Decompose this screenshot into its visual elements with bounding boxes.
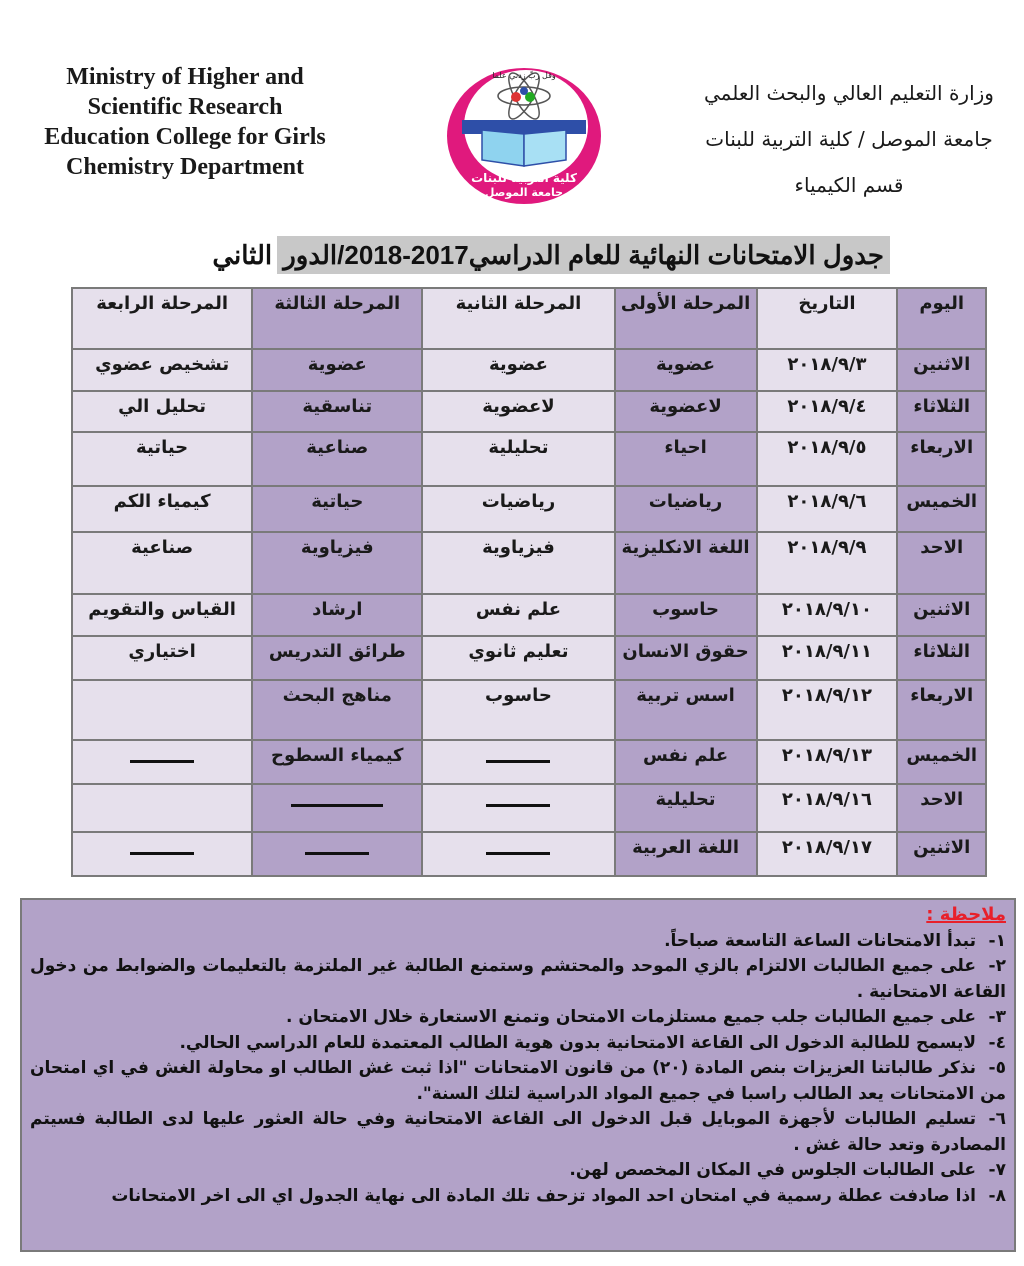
page-title — [160, 236, 890, 278]
note-number: ٣- — [988, 1007, 1006, 1027]
cell-text: عضوية — [488, 354, 548, 375]
cell-text: طرائق التدريس — [268, 641, 406, 662]
cell-text: ٢٠١٨/٩/١٢ — [781, 685, 872, 706]
cell-stage-3 — [252, 432, 422, 486]
arabic-header-line: قسم الكيمياء — [794, 173, 904, 197]
cell-stage-4 — [72, 636, 252, 680]
cell-stage-4 — [72, 349, 252, 391]
cell-text: الاثنين — [913, 599, 971, 620]
logo-top-text: وقل ربِّ زدني علما — [492, 71, 556, 80]
column-header-stage-3: المرحلة الثالثة — [252, 288, 422, 349]
cell-stage-1 — [615, 486, 757, 532]
note-text: على الطالبات الجلوس في المكان المخصص لهن. — [569, 1160, 976, 1180]
cell-stage-1 — [615, 784, 757, 832]
cell-stage-4 — [72, 784, 252, 832]
empty-dash — [291, 804, 383, 807]
cell-stage-1 — [615, 740, 757, 784]
cell-stage-4 — [72, 391, 252, 432]
cell-stage-2 — [422, 349, 614, 391]
cell-stage-1 — [615, 680, 757, 740]
table-row — [72, 486, 986, 532]
cell-text: ٢٠١٨/٩/١٧ — [781, 837, 872, 858]
cell-text: كيمياء الكم — [113, 491, 211, 512]
cell-stage-1 — [615, 636, 757, 680]
cell-date — [757, 391, 898, 432]
note-number: ٦- — [988, 1109, 1006, 1129]
cell-day — [897, 594, 986, 636]
note-text: اذا صادفت عطلة رسمية في امتحان احد المواد تزحف تلك المادة الى نهاية الجدول اي الى اخر الامتحانات — [111, 1185, 976, 1206]
cell-text: صناعية — [131, 537, 194, 558]
table-row — [72, 594, 986, 636]
note-item — [30, 1005, 1006, 1031]
cell-text: الاثنين — [913, 354, 971, 375]
cell-text: عضوية — [307, 354, 367, 375]
cell-stage-2 — [422, 784, 614, 832]
table-row — [72, 349, 986, 391]
note-number: ٥- — [988, 1058, 1006, 1078]
empty-dash — [486, 852, 550, 855]
cell-stage-4 — [72, 532, 252, 594]
table-row — [72, 680, 986, 740]
cell-stage-2 — [422, 680, 614, 740]
note-text: لايسمح للطالبة الدخول الى القاعة الامتحانية بدون هوية الطالب المعتمدة للعام الدراسي الحالي. — [179, 1032, 976, 1053]
cell-stage-3 — [252, 832, 422, 876]
cell-text: ٢٠١٨/٩/١١ — [781, 641, 872, 662]
empty-dash — [305, 852, 369, 855]
cell-stage-4 — [72, 680, 252, 740]
table-row — [72, 532, 986, 594]
note-number: ١- — [988, 930, 1006, 951]
notes-box — [20, 898, 1016, 1252]
cell-stage-1 — [615, 391, 757, 432]
cell-date — [757, 532, 898, 594]
cell-text: عضوية — [656, 354, 716, 375]
cell-stage-3 — [252, 636, 422, 680]
cell-stage-2 — [422, 391, 614, 432]
note-number: ٤- — [988, 1032, 1006, 1053]
cell-text: ٢٠١٨/٩/٣ — [787, 354, 867, 375]
cell-date — [757, 636, 898, 680]
cell-text: تحليلية — [488, 437, 549, 458]
cell-stage-3 — [252, 532, 422, 594]
column-header-stage-2: المرحلة الثانية — [422, 288, 614, 349]
university-logo — [444, 64, 604, 206]
cell-text: تحليلية — [655, 789, 716, 810]
english-header-line: Chemistry Department — [66, 154, 304, 180]
note-item — [30, 929, 1006, 955]
empty-dash — [130, 760, 194, 763]
book-icon — [482, 130, 566, 166]
cell-day — [897, 349, 986, 391]
cell-stage-4 — [72, 740, 252, 784]
column-header-date: التاريخ — [757, 288, 898, 349]
cell-stage-2 — [422, 432, 614, 486]
cell-stage-3 — [252, 784, 422, 832]
note-text: نذكر طالباتنا العزيزات بنص المادة (٢٠) من قانون الامتحانات "اذا ثبت غش الطالب او محاولة الغش في اي امتحان من الامتحانات يعد الطالب راسبا في جميع المواد الدراسية لتلك السنة". — [30, 1058, 1006, 1104]
column-header-stage-1: المرحلة الأولى — [615, 288, 757, 349]
logo-college-text: كلية التربية للبنات — [471, 171, 577, 185]
cell-text: علم نفس — [642, 745, 729, 766]
english-header-line: Education College for Girls — [44, 124, 326, 150]
cell-text: ٢٠١٨/٩/٦ — [787, 491, 867, 512]
note-number: ٧- — [988, 1160, 1006, 1180]
cell-text: ٢٠١٨/٩/٥ — [787, 437, 867, 458]
cell-date — [757, 784, 898, 832]
note-item — [30, 1107, 1006, 1158]
cell-stage-4 — [72, 832, 252, 876]
note-item — [30, 1184, 1006, 1210]
cell-stage-2 — [422, 594, 614, 636]
cell-text: الثلاثاء — [913, 641, 971, 662]
note-item — [30, 1056, 1006, 1107]
note-number: ٢- — [988, 956, 1006, 976]
table-header-row — [72, 288, 986, 349]
cell-date — [757, 680, 898, 740]
arabic-header-line: جامعة الموصل / كلية التربية للبنات — [705, 127, 993, 151]
cell-text: لاعضوية — [649, 396, 722, 417]
cell-stage-3 — [252, 594, 422, 636]
cell-text: حياتية — [311, 491, 364, 512]
cell-stage-3 — [252, 486, 422, 532]
cell-stage-1 — [615, 349, 757, 391]
cell-text: كيمياء السطوح — [271, 745, 404, 766]
arabic-header — [684, 70, 1014, 208]
column-header-stage-4: المرحلة الرابعة — [72, 288, 252, 349]
cell-date — [757, 594, 898, 636]
cell-day — [897, 784, 986, 832]
cell-text: ارشاد — [312, 599, 363, 620]
cell-stage-2 — [422, 486, 614, 532]
cell-text: الثلاثاء — [913, 396, 971, 417]
cell-text: الاربعاء — [910, 685, 974, 706]
note-item — [30, 954, 1006, 1005]
notes-title: ملاحظة : — [926, 904, 1006, 925]
cell-text: تشخيص عضوي — [95, 354, 230, 375]
cell-text: ٢٠١٨/٩/٤ — [787, 396, 867, 417]
cell-day — [897, 391, 986, 432]
cell-text: رياضيات — [648, 491, 723, 512]
cell-text: ٢٠١٨/٩/٩ — [787, 537, 867, 558]
page-title-highlighted: جدول الامتحانات النهائية للعام الدراسي2017-2018/الدور — [277, 236, 890, 274]
english-header — [20, 62, 350, 182]
cell-day — [897, 432, 986, 486]
note-item — [30, 1031, 1006, 1057]
cell-text: الاحد — [920, 789, 964, 810]
cell-stage-2 — [422, 636, 614, 680]
cell-text: فيزياوية — [482, 537, 555, 558]
cell-text: ٢٠١٨/٩/١٣ — [781, 745, 872, 766]
cell-text: حقوق الانسان — [622, 641, 749, 662]
cell-text: مناهج البحث — [282, 685, 392, 706]
page-title-tail: الثاني — [212, 240, 273, 270]
cell-stage-4 — [72, 486, 252, 532]
cell-text: فيزياوية — [300, 537, 374, 558]
cell-stage-1 — [615, 832, 757, 876]
arabic-header-line: وزارة التعليم العالي والبحث العلمي — [704, 81, 994, 105]
cell-date — [757, 432, 898, 486]
table-row — [72, 636, 986, 680]
notes-list — [30, 929, 1006, 1210]
english-header-line: Scientific Research — [87, 94, 283, 120]
cell-text: اللغة الانكليزية — [621, 537, 750, 558]
empty-dash — [486, 804, 550, 807]
cell-date — [757, 832, 898, 876]
cell-stage-1 — [615, 532, 757, 594]
note-number: ٨- — [988, 1185, 1006, 1206]
cell-text: لاعضوية — [482, 396, 555, 417]
cell-text: رياضيات — [481, 491, 556, 512]
cell-stage-4 — [72, 432, 252, 486]
table-row — [72, 432, 986, 486]
cell-day — [897, 832, 986, 876]
cell-text: احياء — [664, 437, 707, 458]
note-text: تبدأ الامتحانات الساعة التاسعة صباحاً. — [664, 930, 976, 951]
empty-dash — [130, 852, 194, 855]
table-row — [72, 832, 986, 876]
empty-dash — [486, 760, 550, 763]
cell-text: صناعية — [306, 437, 369, 458]
cell-text: تحليل الي — [118, 396, 207, 417]
cell-stage-3 — [252, 680, 422, 740]
cell-text: اسس تربية — [636, 685, 735, 706]
cell-stage-1 — [615, 432, 757, 486]
cell-text: الخميس — [906, 745, 978, 766]
logo-university-text: جامعة الموصل — [484, 186, 564, 199]
note-text: على جميع الطالبات الالتزام بالزي الموحد والمحتشم وستمنع الطالبة غير الملتزمة بالتعليمات والضوابط من دخول القاعة الامتحانية . — [30, 956, 1006, 1002]
cell-text: القياس والتقويم — [88, 599, 236, 620]
cell-text: اللغة العربية — [632, 837, 739, 858]
cell-stage-3 — [252, 391, 422, 432]
cell-text: حياتية — [136, 437, 189, 458]
cell-stage-4 — [72, 594, 252, 636]
cell-day — [897, 636, 986, 680]
cell-text: الاربعاء — [910, 437, 974, 458]
cell-text: علم نفس — [475, 599, 562, 620]
english-header-line: Ministry of Higher and — [66, 64, 304, 90]
cell-stage-2 — [422, 832, 614, 876]
cell-text: تعليم ثانوي — [468, 641, 569, 662]
table-row — [72, 391, 986, 432]
cell-date — [757, 349, 898, 391]
cell-text: اختياري — [128, 641, 196, 662]
cell-text: ٢٠١٨/٩/١٦ — [781, 789, 872, 810]
cell-stage-2 — [422, 532, 614, 594]
cell-stage-3 — [252, 740, 422, 784]
cell-text: تناسقية — [302, 396, 373, 417]
exam-schedule-table — [71, 287, 987, 877]
cell-stage-3 — [252, 349, 422, 391]
cell-text: الاحد — [920, 537, 964, 558]
table-row — [72, 784, 986, 832]
cell-text: حاسوب — [485, 685, 552, 706]
cell-stage-1 — [615, 594, 757, 636]
cell-text: حاسوب — [652, 599, 719, 620]
cell-date — [757, 486, 898, 532]
note-text: على جميع الطالبات جلب جميع مستلزمات الامتحان وتمنع الاستعارة خلال الامتحان . — [285, 1007, 976, 1027]
note-item — [30, 1158, 1006, 1184]
cell-stage-2 — [422, 740, 614, 784]
note-text: تسليم الطالبات لأجهزة الموبايل قبل الدخول الى القاعة الامتحانية وفي حالة العثور عليها لدى الطالبة فسيتم المصادرة وتعد حالة غش . — [30, 1109, 1006, 1155]
cell-text: الخميس — [906, 491, 978, 512]
cell-day — [897, 486, 986, 532]
cell-day — [897, 532, 986, 594]
cell-date — [757, 740, 898, 784]
table-row — [72, 740, 986, 784]
cell-day — [897, 740, 986, 784]
cell-text: الاثنين — [913, 837, 971, 858]
cell-text: ٢٠١٨/٩/١٠ — [781, 599, 872, 620]
column-header-day: اليوم — [897, 288, 986, 349]
cell-day — [897, 680, 986, 740]
